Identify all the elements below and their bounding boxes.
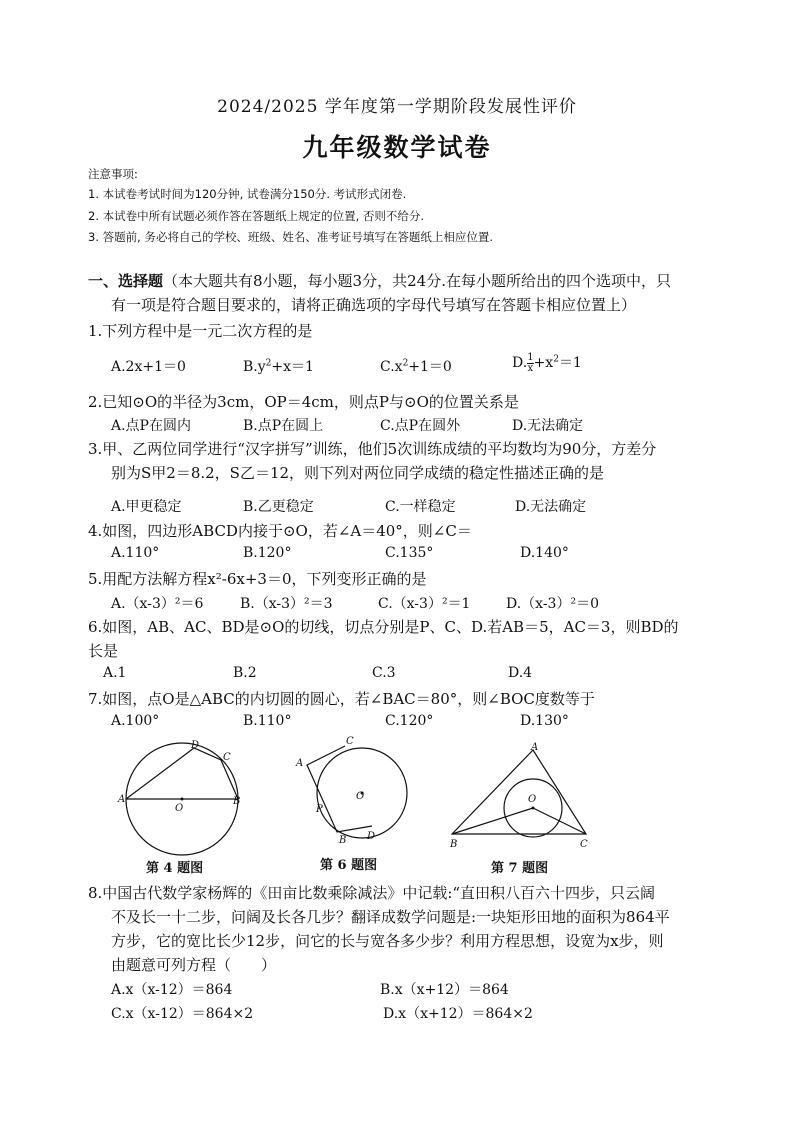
fig4-label-o: O bbox=[175, 803, 184, 814]
q8-option-d: D.x（x+12）＝864×2 bbox=[383, 1006, 533, 1022]
figure-7 bbox=[444, 738, 594, 853]
q3-stem: 3.甲、乙两位同学进行“汉字拼写”训练，他们5次训练成绩的平均数均为90分，方差分 bbox=[88, 440, 657, 458]
fig4-label-c: C bbox=[223, 752, 231, 763]
q8-option-b: B.x（x+12）＝864 bbox=[380, 982, 509, 998]
q8-option-a: A.x（x-12）＝864 bbox=[111, 982, 233, 998]
fig7-center-dot bbox=[532, 807, 535, 810]
q2-option-c: C.点P在圆外 bbox=[380, 418, 461, 434]
q3-stem-2: 别为S甲2＝8.2，S乙＝12，则下列对两位同学成绩的稳定性描述正确的是 bbox=[111, 464, 605, 482]
q5-option-a: A.（x-3）²＝6 bbox=[111, 596, 204, 612]
fig4-label-b: B bbox=[233, 796, 241, 807]
q6-option-a: A.1 bbox=[103, 665, 127, 681]
q1-option-d: D. $\frac{1}{x}$ $+x^2=1$ bbox=[512, 351, 582, 374]
q3-option-d: D.无法确定 bbox=[515, 499, 587, 515]
notes-heading: 注意事项: bbox=[88, 167, 138, 181]
q8-stem-4: 由题意可列方程（ ） bbox=[111, 956, 277, 974]
q1-stem: 1.下列方程中是一元二次方程的是 bbox=[88, 322, 313, 340]
q5-stem: 5.用配方法解方程x²-6x+3＝0，下列变形正确的是 bbox=[88, 570, 427, 588]
q6-stem-2: 长是 bbox=[88, 642, 119, 660]
q8-stem-3: 方步，它的宽比长少12步，问它的长与宽各多少步？利用方程思想，设宽为x步，则 bbox=[111, 932, 664, 950]
fig6-label-c: C bbox=[346, 736, 354, 747]
fig6-label-o: O bbox=[356, 791, 365, 802]
q8-option-c: C.x（x-12）＝864×2 bbox=[111, 1006, 254, 1022]
q6-option-c: C.3 bbox=[372, 665, 396, 681]
q6-stem: 6.如图，AB、AC、BD是⊙O的切线，切点分别是P、C、D.若AB＝5，AC＝3，则BD的 bbox=[88, 618, 679, 636]
figure-4 bbox=[112, 738, 262, 858]
exam-header-line: 2024/2025 学年度第一学期阶段发展性评价 bbox=[217, 97, 577, 117]
q1-option-a: A.2x+1＝0 bbox=[111, 359, 186, 375]
fig7-label-o: O bbox=[528, 794, 537, 805]
q7-option-d: D.130° bbox=[520, 713, 569, 729]
fig7-label-b: B bbox=[450, 839, 458, 850]
q6-option-b: B.2 bbox=[233, 665, 257, 681]
section-heading bbox=[88, 270, 671, 291]
fig7-label-c: C bbox=[580, 839, 588, 850]
q3-option-b: B.乙更稳定 bbox=[243, 499, 314, 515]
section-label: 一、选择题 bbox=[88, 272, 164, 290]
q7-option-a: A.100° bbox=[111, 713, 160, 729]
fig6-caption: 第 6 题图 bbox=[320, 858, 378, 873]
q2-stem: 2.已知⊙O的半径为3cm，OP＝4cm，则点P与⊙O的位置关系是 bbox=[88, 393, 519, 411]
q7-option-b: B.110° bbox=[243, 713, 292, 729]
fig7-triangle bbox=[452, 750, 586, 834]
fig6-label-b: B bbox=[339, 835, 347, 846]
fig4-center-dot bbox=[181, 798, 184, 801]
q4-option-a: A.110° bbox=[111, 545, 160, 561]
q5-option-d: D.（x-3）²＝0 bbox=[506, 596, 599, 612]
fig4-label-a: A bbox=[118, 794, 126, 805]
q3-option-c: C.一样稳定 bbox=[385, 499, 456, 515]
q4-stem: 4.如图，四边形ABCD内接于⊙O，若∠A＝40°，则∠C＝ bbox=[88, 522, 472, 540]
q5-option-c: C.（x-3）²＝1 bbox=[378, 596, 471, 612]
q7-stem: 7.如图，点O是△ABC的内切圆的圆心，若∠BAC＝80°，则∠BOC度数等于 bbox=[88, 690, 595, 708]
q4-option-c: C.135° bbox=[385, 545, 434, 561]
fig6-label-d: D bbox=[367, 831, 376, 842]
q2-option-d: D.无法确定 bbox=[512, 418, 584, 434]
q2-option-b: B.点P在圆上 bbox=[243, 418, 324, 434]
fig4-caption: 第 4 题图 bbox=[146, 861, 204, 876]
fig6-label-a: A bbox=[296, 758, 304, 769]
section-desc: （本大题共有8小题，每小题3分，共24分.在每小题所给出的四个选项中，只 bbox=[163, 272, 671, 290]
q4-option-b: B.120° bbox=[243, 545, 292, 561]
exam-title: 九年级数学试卷 bbox=[302, 133, 492, 162]
fig4-label-d: D bbox=[191, 740, 200, 751]
notes-item-2: 2. 本试卷中所有试题必须作答在答题纸上规定的位置, 否则不给分. bbox=[88, 209, 425, 223]
section-desc-2: 有一项是符合题目要求的，请将正确选项的字母代号填写在答题卡相应位置上） bbox=[111, 296, 637, 314]
fig6-label-p: P bbox=[316, 804, 323, 815]
fig7-caption: 第 7 题图 bbox=[491, 861, 549, 876]
q3-option-a: A.甲更稳定 bbox=[111, 499, 182, 515]
q2-option-a: A.点P在圆内 bbox=[111, 418, 191, 434]
q8-stem-2: 不及长一十二步，问阔及长各几步？翻译成数学问题是:一块矩形田地的面积为864平 bbox=[111, 908, 670, 926]
figure-6 bbox=[290, 732, 420, 847]
q8-stem: 8.中国古代数学家杨辉的《田亩比数乘除减法》中记载:“直田积八百六十四步，只云阔 bbox=[88, 884, 656, 902]
fig7-label-a: A bbox=[531, 742, 539, 753]
q7-option-c: C.120° bbox=[385, 713, 434, 729]
notes-item-3: 3. 答题前, 务必将自己的学校、班级、姓名、准考证号填写在答题纸上相应位置. bbox=[88, 230, 494, 244]
q4-option-d: D.140° bbox=[520, 545, 569, 561]
q1-option-c: $C.x^2+1=0$ bbox=[380, 358, 452, 375]
notes-item-1: 1. 本试卷考试时间为120分钟, 试卷满分150分. 考试形式闭卷. bbox=[88, 187, 407, 201]
q1-option-b: $B.y^2+x=1$ bbox=[243, 358, 314, 375]
q5-option-b: B.（x-3）²＝3 bbox=[240, 596, 333, 612]
fig4-quadrilateral bbox=[126, 748, 238, 799]
q6-option-d: D.4 bbox=[508, 665, 533, 681]
